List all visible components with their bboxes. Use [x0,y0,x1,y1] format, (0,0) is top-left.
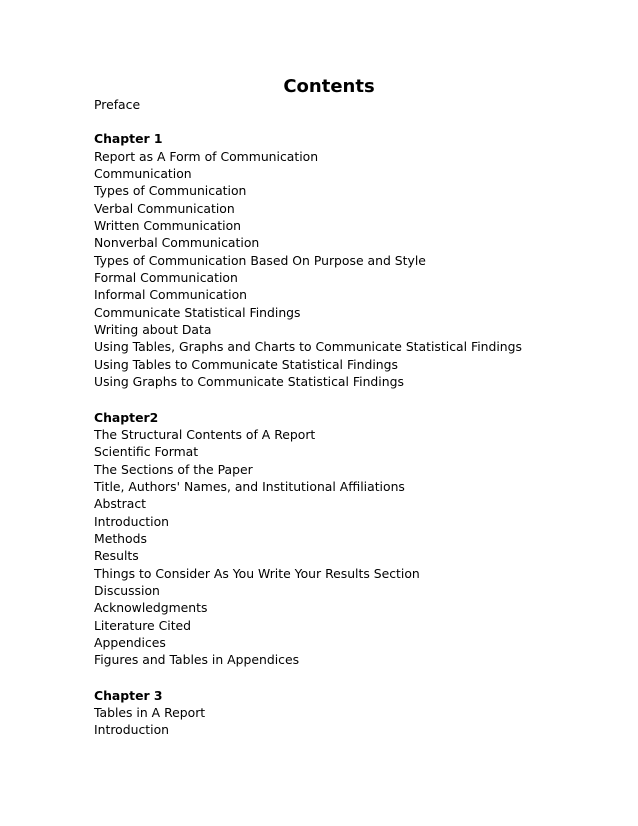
toc-entry: Verbal Communication [94,200,235,216]
toc-entry: Methods [94,530,147,546]
toc-entry: Communicate Statistical Findings [94,304,301,320]
toc-entry: Formal Communication [94,270,238,286]
chapter-heading: Chapter 1 [94,131,163,147]
toc-entry: The Structural Contents of A Report [94,426,316,442]
toc-entry: Using Tables, Graphs and Charts to Communicate Statistical Findings [94,339,522,355]
chapter-heading: Chapter2 [94,409,159,425]
toc-entry: Discussion [94,582,160,598]
toc-entry: Title, Authors' Names, and Institutional Affiliations [94,478,405,494]
toc-entry: Writing about Data [94,322,212,338]
toc-entry: Communication [94,166,192,182]
chapter-heading: Chapter 3 [94,687,163,703]
contents-title: Contents [283,76,375,97]
toc-entry: Things to Consider As You Write Your Results Section [94,565,420,581]
toc-entry: Types of Communication Based On Purpose and Style [94,252,426,268]
toc-entry: Nonverbal Communication [94,235,260,251]
chapter-3-section [94,687,628,739]
toc-entry: Abstract [94,496,147,512]
toc-entry: Appendices [94,634,166,650]
toc-entry: Introduction [94,513,170,529]
toc-entry: Written Communication [94,218,242,234]
toc-entry-preface: Preface [94,97,141,112]
table-of-contents [94,96,628,739]
chapter-2-section [94,409,628,669]
toc-entry: Acknowledgments [94,600,208,616]
toc-entry: Figures and Tables in Appendices [94,652,300,668]
toc-entry: The Sections of the Paper [94,461,253,477]
toc-entry: Tables in A Report [94,705,206,720]
toc-entry: Introduction [94,722,170,738]
chapter-1-section [94,130,628,390]
toc-entry: Scientific Format [94,444,199,460]
toc-entry: Report as A Form of Communication [94,148,319,164]
toc-entry: Informal Communication [94,287,248,303]
toc-entry: Results [94,548,139,564]
toc-entry: Using Tables to Communicate Statistical Findings [94,356,398,372]
toc-entry: Types of Communication [94,183,247,199]
toc-entry: Literature Cited [94,617,192,633]
toc-entry: Using Graphs to Communicate Statistical Findings [94,374,404,390]
